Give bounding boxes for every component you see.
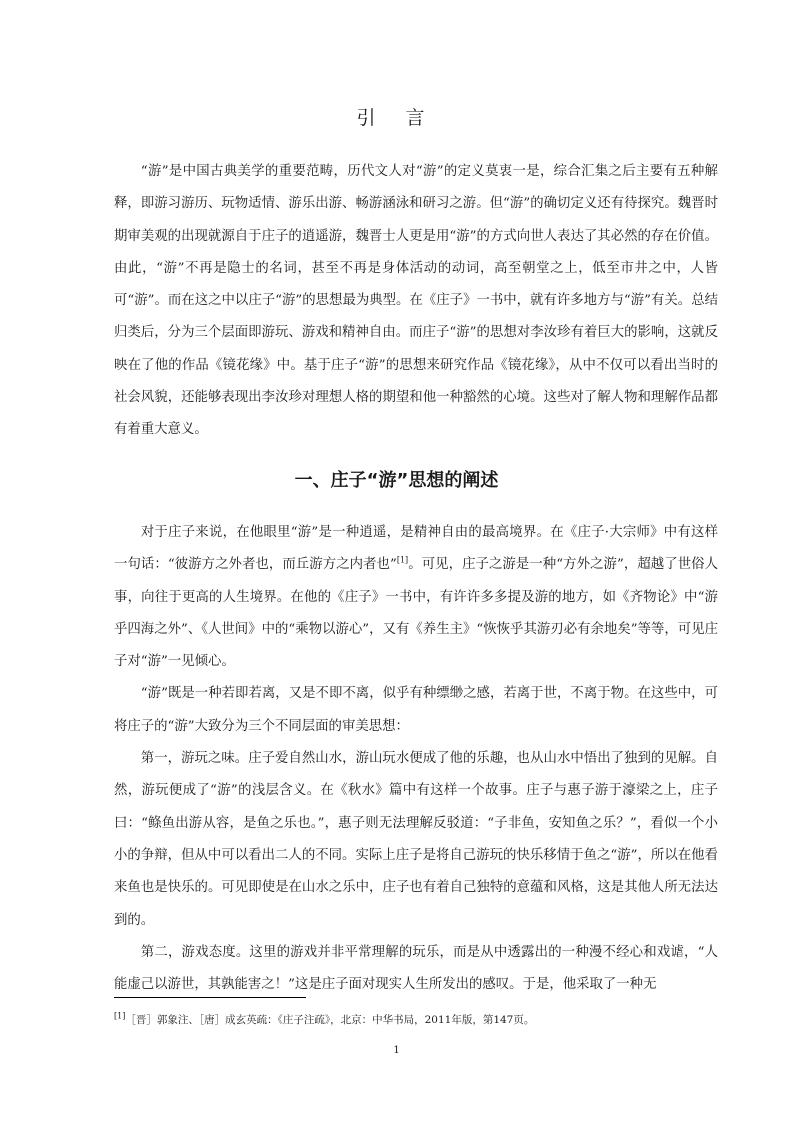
section-paragraph-4: 第二，游戏态度。这里的游戏并非平常理解的玩乐，而是从中透露出的一种漫不经心和戏谑，“人能虚己以游世，其孰能害之！”这是庄子面对现实人生所发出的感叹。于是，他采取了一种无 xyxy=(114,944,718,993)
page-title: 引 言 xyxy=(356,107,437,129)
footnote-text: ［晋］郭象注、［唐］成玄英疏：《庄子注疏》，北京：中华书局，2011年版，第147页。 xyxy=(125,1014,535,1026)
page-number: 1 xyxy=(393,1045,400,1056)
section-paragraph-2: “游”既是一种若即若离，又是不即不离，似乎有种缥缈之感，若离于世，不离于物。在这些中，可将庄子的“游”大致分为三个不同层面的审美思想： xyxy=(114,686,718,734)
section-paragraph-1 xyxy=(114,517,718,678)
intro-paragraph: “游”是中国古典美学的重要范畴，历代文人对“游”的定义莫衷一是，综合汇集之后主要有五种解释，即游习游历、玩物适情、游乐出游、畅游涵泳和研习之游。但“游”的确切定义还有待探究。魏晋时期审美观的出现就源自于庄子的逍遥游，魏晋士人更是用“游”的方式向世人表达了其必然的存在价值。由此，“游”不再是隐士的名词，甚至不再是身体活动的动词，高至朝堂之上，低至市井之中，人皆可“游”。而在这之中以庄子“游”的思想最为典型。在《庄子》一书中，就有许多地方与“游”有关。总结归类后，分为三个层面即游玩、游戏和精神自由。而庄子“游”的思想对李汝珍有着巨大的影响，这就反映在了他的作品《镜花缘》中。基于庄子“游”的思想来研究作品《镜花缘》，从中不仅可以看出当时的社会风貌，还能够表现出李汝珍对理想人格的期望和他一种豁然的心境。这些对了解人物和理解作品都有着重大意义。 xyxy=(114,164,718,438)
footnote-reference[interactable]: [1] xyxy=(396,555,409,565)
footnote-marker: [1] xyxy=(114,1011,126,1021)
section-heading: 一、庄子“游”思想的阐述 xyxy=(294,470,499,491)
intro-section xyxy=(114,156,718,447)
paragraph-text: 对于庄子来说，在他眼里“游”是一种逍遥，是精神自由的最高境界。在《庄子·大宗师》中有这样一句话：“彼游方之外者也，而丘游方之内者也” xyxy=(114,525,718,573)
section-paragraph-3: 第一，游玩之味。庄子爱自然山水，游山玩水便成了他的乐趣，也从山水中悟出了独到的见解。自然，游玩便成了“游”的浅层含义。在《秋水》篇中有这样一个故事。庄子与惠子游于濠梁之上，庄子曰：“鲦鱼出游从容，是鱼之乐也。”，惠子则无法理解反驳道：“子非鱼，安知鱼之乐？”，看似一个小小的争辩，但从中可以看出二人的不同。实际上庄子是将自己游玩的快乐移情于鱼之“游”，所以在他看来鱼也是快乐的。可见即使是在山水之乐中，庄子也有着自己独特的意蕴和风格，这是其他人所无法达到的。 xyxy=(114,751,718,928)
footnote xyxy=(114,1012,718,1027)
paragraph-text: 。可见，庄子之游是一种“方外之游”，超越了世俗人事，向往于更高的人生境界。在他的《庄子》一书中，有许许多多提及游的地方，如《齐物论》中“游乎四海之外”、《人世间》中的“乘物以游心”，又有《养生主》“恢恢乎其游刃必有余地矣”等等，可见庄子对“游”一见倾心。 xyxy=(114,557,718,670)
section-body xyxy=(114,517,718,1001)
footnote-divider xyxy=(114,997,306,998)
